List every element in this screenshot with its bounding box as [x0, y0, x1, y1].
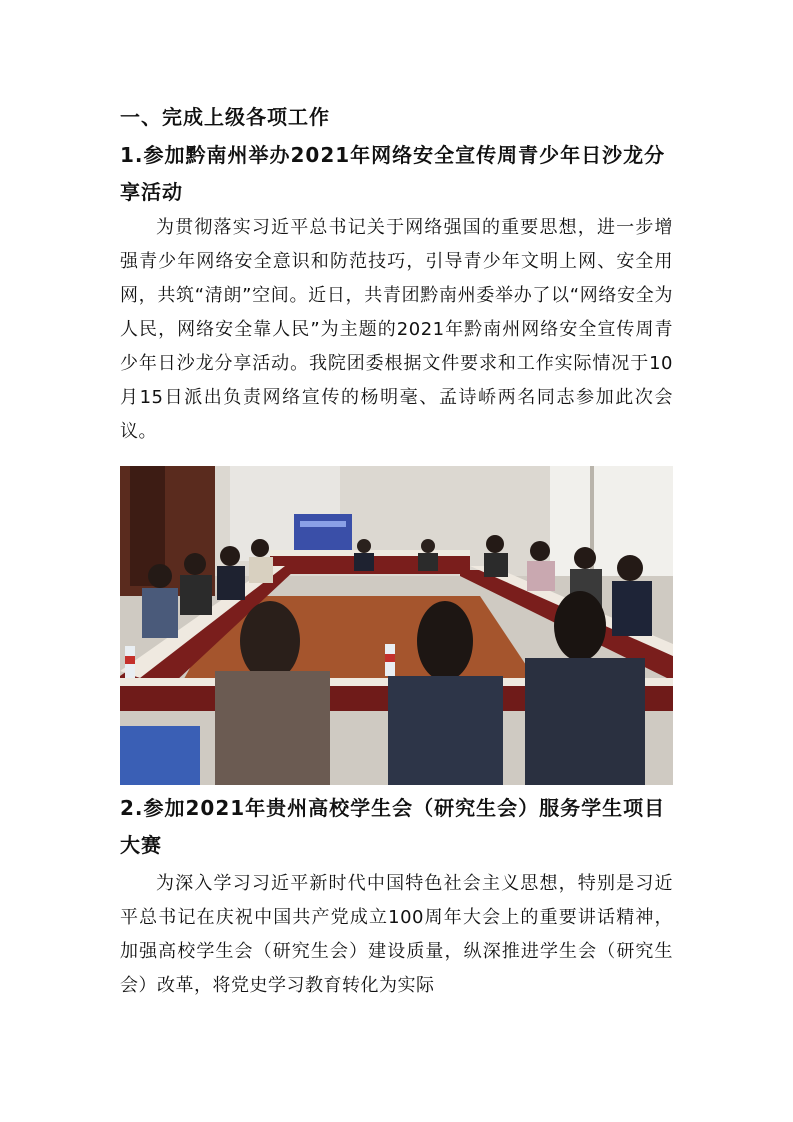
- item-2-paragraph: 为深入学习习近平新时代中国特色社会主义思想，特别是习近平总书记在庆祝中国共产党成立100周年大会上的重要讲话精神，加强高校学生会（研究生会）建设质量，纵深推进学生会（研究生会）改革，将党史学习教育转化为实际: [120, 873, 673, 996]
- item-2-title: 2.参加2021年贵州高校学生会（研究生会）服务学生项目大赛: [120, 796, 666, 857]
- section-heading: 一、完成上级各项工作: [120, 105, 330, 129]
- item-1-title: 1.参加黔南州举办2021年网络安全宣传周青少年日沙龙分享活动: [120, 143, 666, 204]
- item-1-paragraph: 为贯彻落实习近平总书记关于网络强国的重要思想，进一步增强青少年网络安全意识和防范技巧，引导青少年文明上网、安全用网，共筑“清朗”空间。近日，共青团黔南州委举办了以“网络安全为人民，网络安全靠人民”为主题的2021年黔南州网络安全宣传周青少年日沙龙分享活动。我院团委根据文件要求和工作实际情况于10月15日派出负责网络宣传的杨明毫、孟诗峤两名同志参加此次会议。: [120, 217, 673, 442]
- meeting-photo: [120, 466, 673, 785]
